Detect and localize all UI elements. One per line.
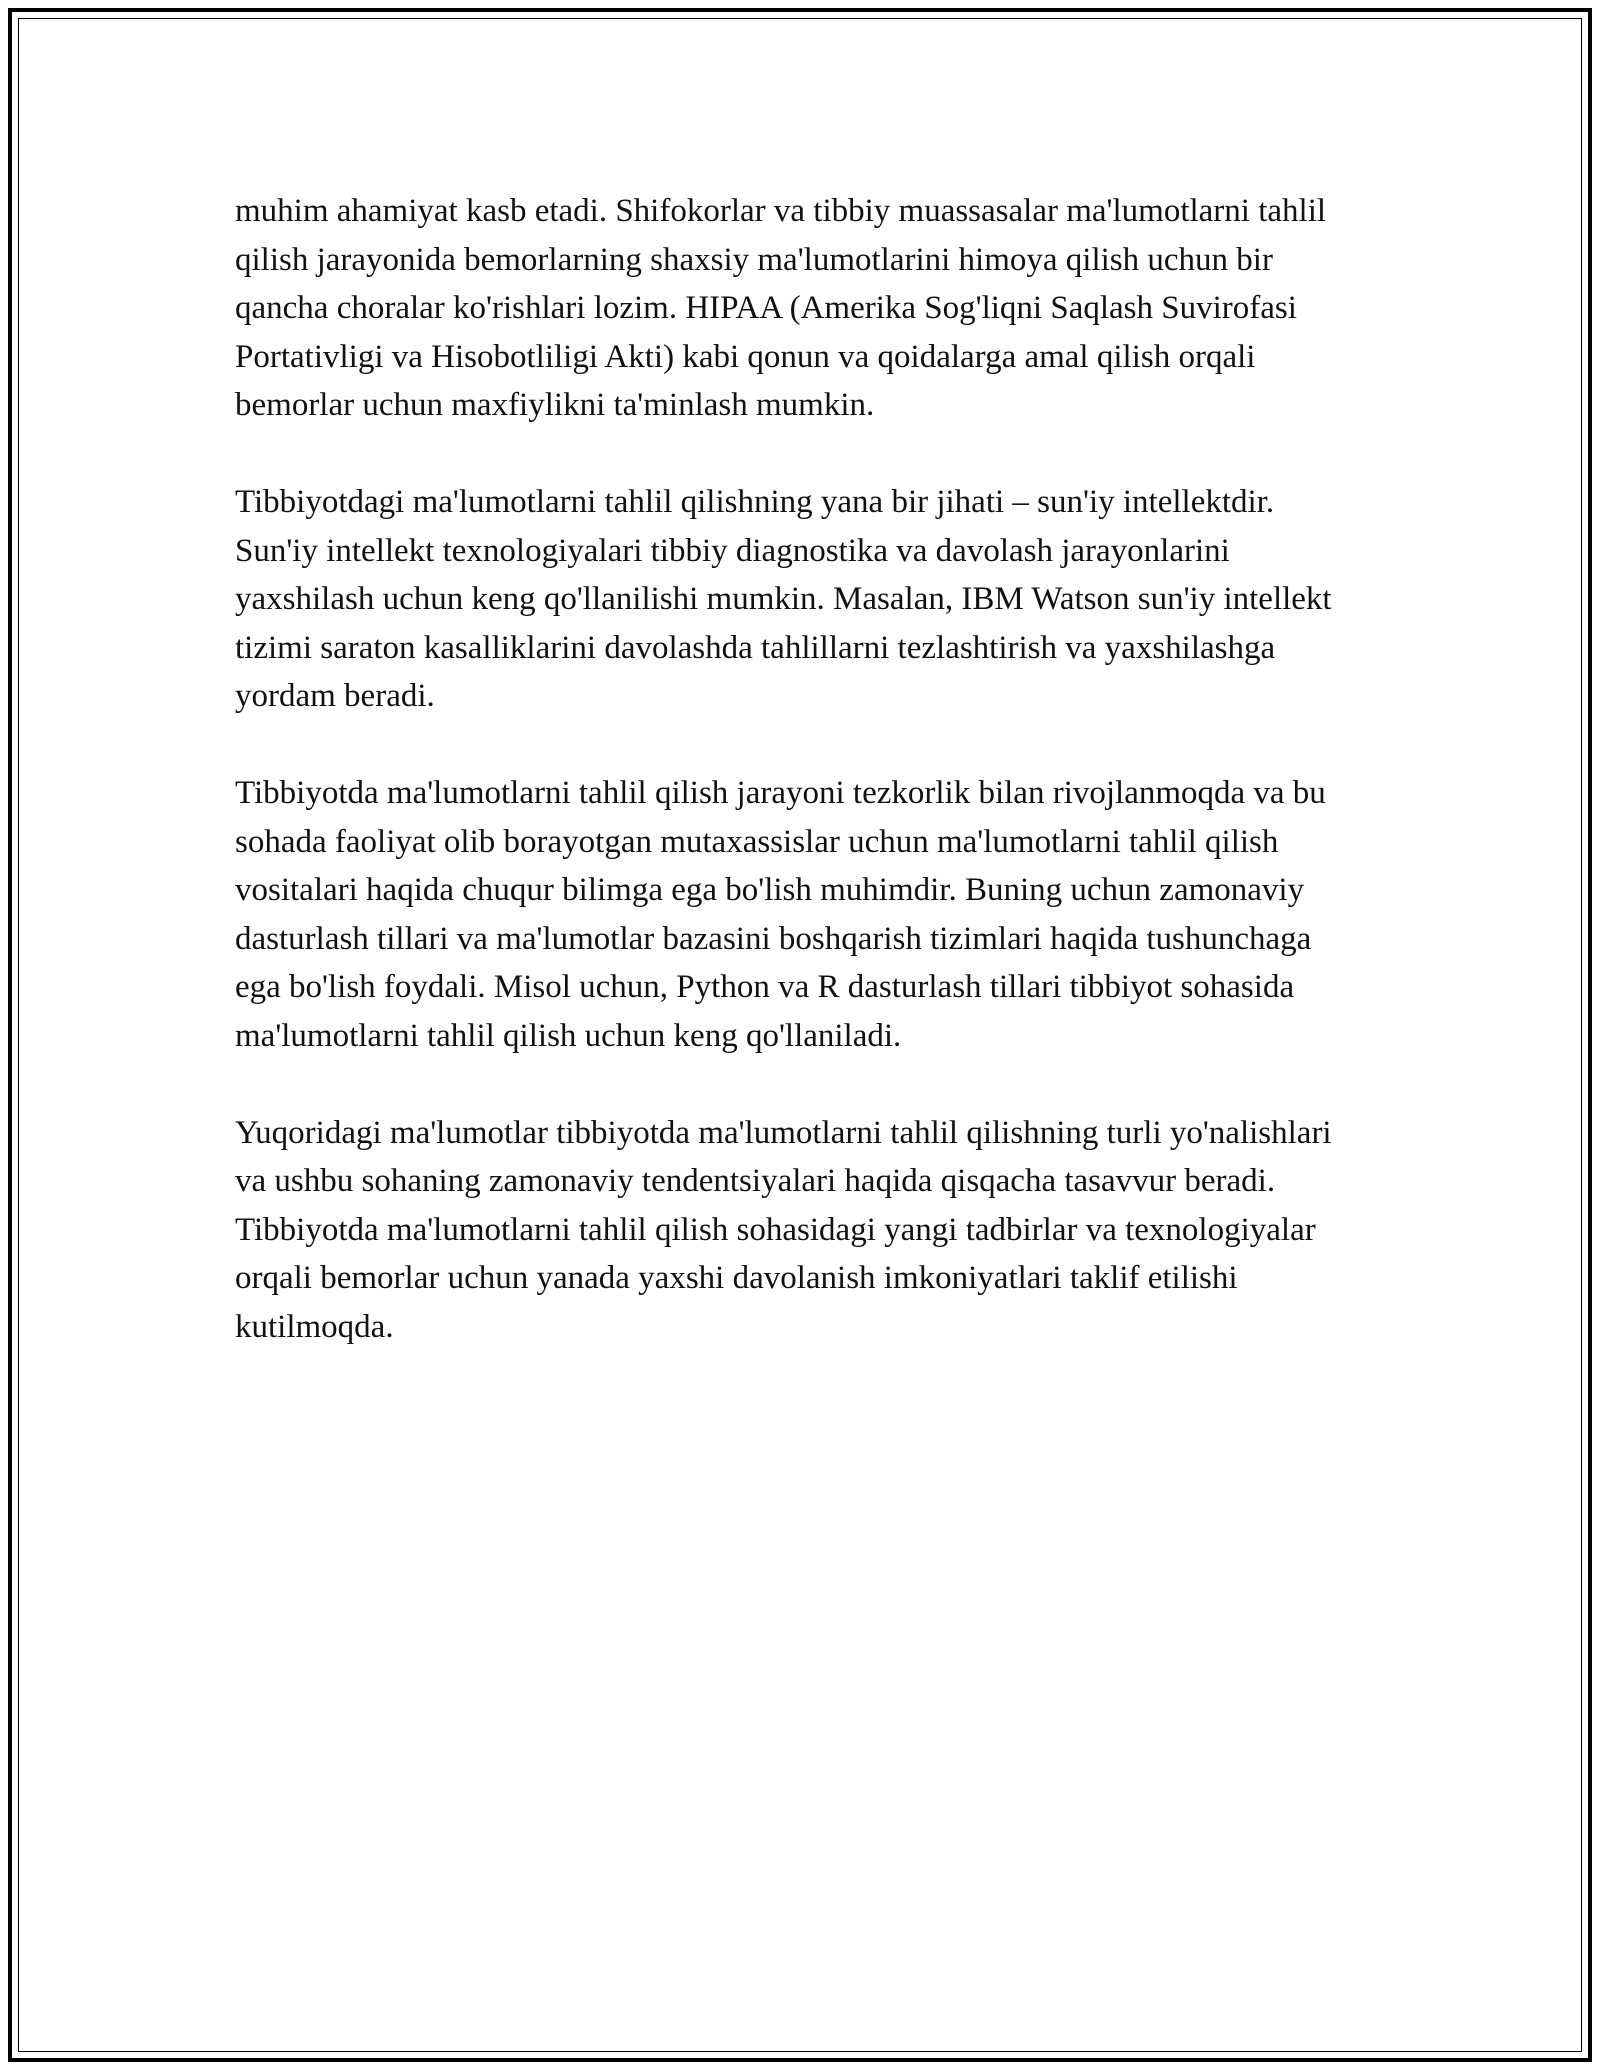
paragraph-privacy: muhim ahamiyat kasb etadi. Shifokorlar va tibbiy muassasalar ma'lumotlarni tahlil qilish jarayonida bemorlarning shaxsiy ma'lumotlarini himoya qilish uchun bir qancha choralar ko'rishlari lozim. HIPAA (Amerika Sog'liqni Saqlash Suvirofasi Portativligi va Hisobotliligi Akti) kabi qonun va qoidalarga amal qilish orqali bemorlar uchun maxfiylikni ta'minlash mumkin. — [235, 193, 1327, 423]
paragraph-artificial-intelligence: Tibbiyotdagi ma'lumotlarni tahlil qilishning yana bir jihati – sun'iy intellektdir. Sun'iy intellekt texnologiyalari tibbiy diagnostika va davolash jarayonlarini yaxshilash uchun keng qo'llanilishi mumkin. Masalan, IBM Watson sun'iy intellekt tizimi saraton kasalliklarini davolashda tahlillarni tezlashtirish va yaxshilashga yordam beradi. — [235, 484, 1332, 714]
paragraph-analysis-tools: Tibbiyotda ma'lumotlarni tahlil qilish jarayoni tezkorlik bilan rivojlanmoqda va bu sohada faoliyat olib borayotgan mutaxassislar uchun ma'lumotlarni tahlil qilish vositalari haqida chuqur bilimga ega bo'lish muhimdir. Buning uchun zamonaviy dasturlash tillari va ma'lumotlar bazasini boshqarish tizimlari haqida tushunchaga ega bo'lish foydali. Misol uchun, Python va R dasturlash tillari tibbiyot sohasida ma'lumotlarni tahlil qilish uchun keng qo'llaniladi. — [235, 775, 1326, 1054]
paragraph-summary: Yuqoridagi ma'lumotlar tibbiyotda ma'lumotlarni tahlil qilishning turli yo'nalishlari va ushbu sohaning zamonaviy tendentsiyalari haqida qisqacha tasavvur beradi. Tibbiyotda ma'lumotlarni tahlil qilish sohasidagi yangi tadbirlar va texnologiyalar orqali bemorlar uchun yanada yaxshi davolanish imkoniyatlari taklif etilishi kutilmoqda. — [235, 1114, 1332, 1345]
document-body — [235, 187, 1365, 1351]
